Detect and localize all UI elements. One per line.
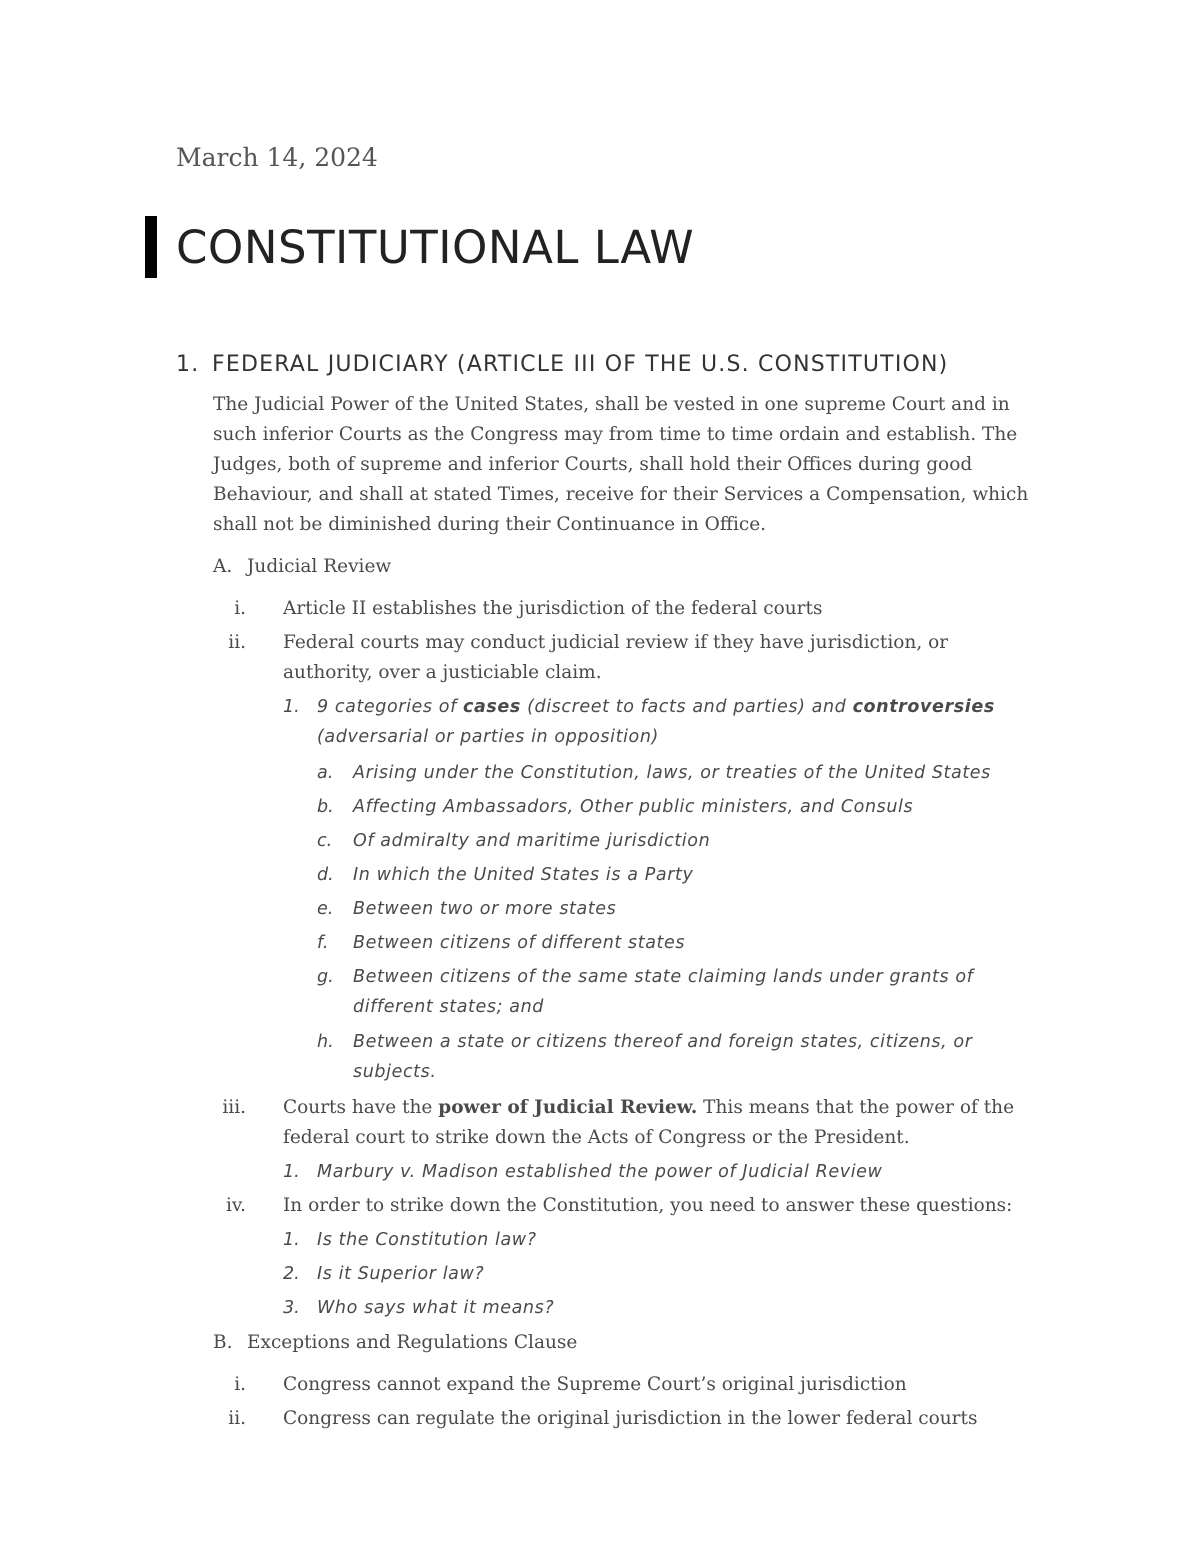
category-marker: b. bbox=[317, 797, 334, 817]
section-heading bbox=[176, 349, 948, 381]
paragraph-line: shall not be diminished during their Continuance in Office. bbox=[213, 514, 767, 535]
categories-text: (discreet to facts and parties) and bbox=[520, 697, 853, 717]
question-text: Is the Constitution law? bbox=[317, 1230, 537, 1250]
category-marker: e. bbox=[317, 899, 334, 919]
item-ii-marker: ii. bbox=[228, 632, 246, 653]
paragraph-line: Behaviour, and shall at stated Times, receive for their Services a Compensation, which bbox=[213, 484, 1029, 505]
document-date: March 14, 2024 bbox=[176, 143, 378, 172]
category-text: Of admiralty and maritime jurisdiction bbox=[353, 831, 711, 851]
categories-heading-line2: (adversarial or parties in opposition) bbox=[317, 727, 659, 747]
category-text: Between citizens of different states bbox=[353, 933, 686, 953]
document-title: CONSTITUTIONAL LAW bbox=[176, 221, 695, 274]
question-marker: 2. bbox=[283, 1264, 300, 1284]
item-iii-line2: federal court to strike down the Acts of Congress or the President. bbox=[283, 1127, 910, 1148]
title-accent-bar bbox=[145, 216, 157, 278]
item-iv-marker: iv. bbox=[225, 1195, 246, 1216]
category-marker: f. bbox=[317, 933, 329, 953]
categories-marker: 1. bbox=[283, 697, 300, 717]
item-iii-line bbox=[283, 1093, 1014, 1123]
category-marker: d. bbox=[317, 865, 334, 885]
item-iv-text: In order to strike down the Constitution, you need to answer these questions: bbox=[283, 1195, 1013, 1216]
subsection-a-label: Judicial Review bbox=[247, 556, 392, 577]
paragraph-line: The Judicial Power of the United States, shall be vested in one supreme Court and in bbox=[213, 394, 1010, 415]
item-i-marker: i. bbox=[234, 598, 246, 619]
cases-term: cases bbox=[463, 697, 521, 717]
category-text: Affecting Ambassadors, Other public ministers, and Consuls bbox=[353, 797, 914, 817]
categories-text: 9 categories of bbox=[317, 697, 464, 717]
item-iii-text: This means that the power of the bbox=[697, 1097, 1015, 1118]
section-heading-text: FEDERAL JUDICIARY (ARTICLE III OF THE U.S. CONSTITUTION) bbox=[212, 352, 949, 377]
category-marker: h. bbox=[317, 1032, 334, 1052]
marbury-marker: 1. bbox=[283, 1162, 300, 1182]
category-text: subjects. bbox=[353, 1062, 437, 1082]
item-b-ii-marker: ii. bbox=[228, 1408, 246, 1429]
category-marker: c. bbox=[317, 831, 333, 851]
category-text: Between citizens of the same state claiming lands under grants of bbox=[353, 967, 974, 987]
category-marker: g. bbox=[317, 967, 334, 987]
item-iii-marker: iii. bbox=[222, 1097, 246, 1118]
category-text: In which the United States is a Party bbox=[353, 865, 694, 885]
category-marker: a. bbox=[317, 763, 334, 783]
power-of-judicial-review-term: power of Judicial Review. bbox=[438, 1097, 698, 1118]
item-b-i-text: Congress cannot expand the Supreme Court’s original jurisdiction bbox=[283, 1374, 907, 1395]
item-ii-line: Federal courts may conduct judicial review if they have jurisdiction, or bbox=[283, 632, 949, 653]
categories-heading-line bbox=[317, 692, 995, 722]
subsection-b-label: Exceptions and Regulations Clause bbox=[247, 1332, 578, 1353]
category-text: Arising under the Constitution, laws, or treaties of the United States bbox=[353, 763, 991, 783]
subsection-b-marker: B. bbox=[213, 1332, 233, 1353]
item-i-text: Article II establishes the jurisdiction of the federal courts bbox=[283, 598, 823, 619]
item-ii-line: authority, over a justiciable claim. bbox=[283, 662, 602, 683]
category-text: different states; and bbox=[353, 997, 544, 1017]
question-marker: 1. bbox=[283, 1230, 300, 1250]
category-text: Between a state or citizens thereof and foreign states, citizens, or bbox=[353, 1032, 973, 1052]
item-b-i-marker: i. bbox=[234, 1374, 246, 1395]
question-text: Who says what it means? bbox=[317, 1298, 555, 1318]
paragraph-line: Judges, both of supreme and inferior Courts, shall hold their Offices during good bbox=[213, 454, 973, 475]
item-iii-text: Courts have the bbox=[283, 1097, 439, 1118]
subsection-a-marker: A. bbox=[213, 556, 233, 577]
paragraph-line: such inferior Courts as the Congress may from time to time ordain and establish. The bbox=[213, 424, 1018, 445]
marbury-text: Marbury v. Madison established the power of Judicial Review bbox=[317, 1162, 883, 1182]
section-number: 1. bbox=[176, 352, 200, 377]
question-marker: 3. bbox=[283, 1298, 300, 1318]
item-b-ii-text: Congress can regulate the original jurisdiction in the lower federal courts bbox=[283, 1408, 978, 1429]
controversies-term: controversies bbox=[852, 697, 995, 717]
category-text: Between two or more states bbox=[353, 899, 617, 919]
question-text: Is it Superior law? bbox=[317, 1264, 485, 1284]
